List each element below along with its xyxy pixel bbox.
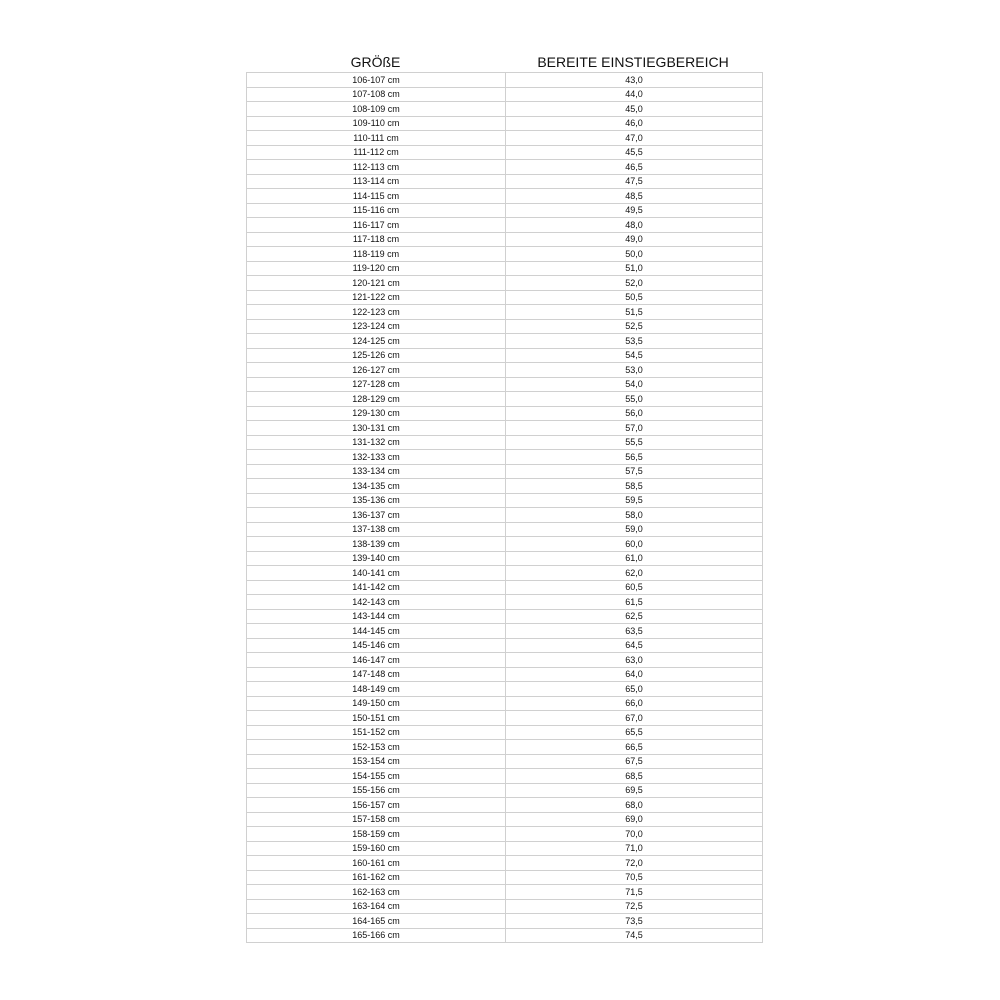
- size-cell: 117-118 cm: [247, 232, 506, 247]
- size-cell: 137-138 cm: [247, 522, 506, 537]
- size-cell: 156-157 cm: [247, 798, 506, 813]
- table-row: [247, 131, 763, 146]
- size-cell: 106-107 cm: [247, 73, 506, 88]
- size-cell: 157-158 cm: [247, 812, 506, 827]
- size-cell: 141-142 cm: [247, 580, 506, 595]
- table-row: [247, 682, 763, 697]
- entry-width-cell: 56,5: [506, 450, 763, 465]
- table-row: [247, 464, 763, 479]
- size-cell: 132-133 cm: [247, 450, 506, 465]
- table-row: [247, 261, 763, 276]
- table-row: [247, 551, 763, 566]
- table-row: [247, 189, 763, 204]
- entry-width-cell: 43,0: [506, 73, 763, 88]
- table-row: [247, 885, 763, 900]
- table-row: [247, 740, 763, 755]
- table-row: [247, 566, 763, 581]
- entry-width-cell: 60,5: [506, 580, 763, 595]
- table-row: [247, 522, 763, 537]
- size-cell: 143-144 cm: [247, 609, 506, 624]
- entry-width-cell: 64,0: [506, 667, 763, 682]
- size-cell: 164-165 cm: [247, 914, 506, 929]
- size-cell: 126-127 cm: [247, 363, 506, 378]
- column-header-entry-width: BEREITE EINSTIEGBEREICH: [537, 54, 729, 70]
- entry-width-cell: 61,0: [506, 551, 763, 566]
- table-row: [247, 609, 763, 624]
- table-row: [247, 711, 763, 726]
- entry-width-cell: 51,5: [506, 305, 763, 320]
- table-row: [247, 377, 763, 392]
- table-row: [247, 232, 763, 247]
- entry-width-cell: 65,5: [506, 725, 763, 740]
- entry-width-cell: 47,5: [506, 174, 763, 189]
- entry-width-cell: 63,5: [506, 624, 763, 639]
- size-cell: 151-152 cm: [247, 725, 506, 740]
- entry-width-cell: 59,0: [506, 522, 763, 537]
- entry-width-cell: 69,5: [506, 783, 763, 798]
- entry-width-cell: 62,5: [506, 609, 763, 624]
- entry-width-cell: 67,0: [506, 711, 763, 726]
- size-cell: 130-131 cm: [247, 421, 506, 436]
- size-cell: 145-146 cm: [247, 638, 506, 653]
- entry-width-cell: 53,5: [506, 334, 763, 349]
- size-cell: 128-129 cm: [247, 392, 506, 407]
- entry-width-cell: 68,5: [506, 769, 763, 784]
- table-row: [247, 290, 763, 305]
- size-cell: 147-148 cm: [247, 667, 506, 682]
- entry-width-cell: 60,0: [506, 537, 763, 552]
- size-cell: 138-139 cm: [247, 537, 506, 552]
- entry-width-cell: 58,5: [506, 479, 763, 494]
- size-cell: 134-135 cm: [247, 479, 506, 494]
- size-cell: 142-143 cm: [247, 595, 506, 610]
- size-cell: 112-113 cm: [247, 160, 506, 175]
- entry-width-cell: 57,5: [506, 464, 763, 479]
- entry-width-cell: 55,0: [506, 392, 763, 407]
- entry-width-cell: 66,0: [506, 696, 763, 711]
- entry-width-cell: 46,5: [506, 160, 763, 175]
- size-cell: 162-163 cm: [247, 885, 506, 900]
- entry-width-cell: 46,0: [506, 116, 763, 131]
- entry-width-cell: 48,0: [506, 218, 763, 233]
- size-cell: 149-150 cm: [247, 696, 506, 711]
- size-cell: 127-128 cm: [247, 377, 506, 392]
- table-row: [247, 116, 763, 131]
- size-cell: 107-108 cm: [247, 87, 506, 102]
- size-cell: 135-136 cm: [247, 493, 506, 508]
- size-cell: 121-122 cm: [247, 290, 506, 305]
- entry-width-cell: 68,0: [506, 798, 763, 813]
- column-header-size: GRÖßE: [350, 54, 401, 70]
- entry-width-cell: 66,5: [506, 740, 763, 755]
- table-row: [247, 769, 763, 784]
- size-cell: 111-112 cm: [247, 145, 506, 160]
- table-row: [247, 856, 763, 871]
- size-cell: 122-123 cm: [247, 305, 506, 320]
- entry-width-cell: 67,5: [506, 754, 763, 769]
- table-row: [247, 435, 763, 450]
- table-row: [247, 218, 763, 233]
- entry-width-cell: 55,5: [506, 435, 763, 450]
- entry-width-cell: 65,0: [506, 682, 763, 697]
- table-row: [247, 667, 763, 682]
- size-cell: 115-116 cm: [247, 203, 506, 218]
- entry-width-cell: 47,0: [506, 131, 763, 146]
- table-row: [247, 624, 763, 639]
- size-cell: 165-166 cm: [247, 928, 506, 943]
- table-row: [247, 827, 763, 842]
- table-row: [247, 653, 763, 668]
- table-row: [247, 725, 763, 740]
- size-table: [246, 72, 763, 943]
- table-row: [247, 73, 763, 88]
- size-cell: 158-159 cm: [247, 827, 506, 842]
- entry-width-cell: 62,0: [506, 566, 763, 581]
- size-cell: 152-153 cm: [247, 740, 506, 755]
- table-row: [247, 783, 763, 798]
- size-cell: 148-149 cm: [247, 682, 506, 697]
- table-row: [247, 479, 763, 494]
- table-row: [247, 899, 763, 914]
- size-cell: 110-111 cm: [247, 131, 506, 146]
- entry-width-cell: 71,0: [506, 841, 763, 856]
- entry-width-cell: 61,5: [506, 595, 763, 610]
- table-row: [247, 174, 763, 189]
- entry-width-cell: 71,5: [506, 885, 763, 900]
- entry-width-cell: 69,0: [506, 812, 763, 827]
- table-row: [247, 508, 763, 523]
- table-row: [247, 392, 763, 407]
- table-row: [247, 334, 763, 349]
- size-cell: 119-120 cm: [247, 261, 506, 276]
- size-cell: 131-132 cm: [247, 435, 506, 450]
- table-row: [247, 348, 763, 363]
- entry-width-cell: 50,5: [506, 290, 763, 305]
- size-cell: 160-161 cm: [247, 856, 506, 871]
- entry-width-cell: 73,5: [506, 914, 763, 929]
- entry-width-cell: 56,0: [506, 406, 763, 421]
- size-cell: 144-145 cm: [247, 624, 506, 639]
- size-cell: 124-125 cm: [247, 334, 506, 349]
- entry-width-cell: 57,0: [506, 421, 763, 436]
- size-cell: 153-154 cm: [247, 754, 506, 769]
- table-row: [247, 102, 763, 117]
- entry-width-cell: 70,5: [506, 870, 763, 885]
- entry-width-cell: 48,5: [506, 189, 763, 204]
- table-row: [247, 363, 763, 378]
- size-cell: 118-119 cm: [247, 247, 506, 262]
- entry-width-cell: 54,5: [506, 348, 763, 363]
- table-row: [247, 421, 763, 436]
- size-cell: 109-110 cm: [247, 116, 506, 131]
- entry-width-cell: 45,5: [506, 145, 763, 160]
- entry-width-cell: 51,0: [506, 261, 763, 276]
- table-row: [247, 870, 763, 885]
- size-cell: 155-156 cm: [247, 783, 506, 798]
- size-cell: 146-147 cm: [247, 653, 506, 668]
- table-row: [247, 450, 763, 465]
- entry-width-cell: 58,0: [506, 508, 763, 523]
- size-cell: 114-115 cm: [247, 189, 506, 204]
- table-row: [247, 798, 763, 813]
- table-row: [247, 406, 763, 421]
- entry-width-cell: 49,0: [506, 232, 763, 247]
- table-row: [247, 203, 763, 218]
- size-cell: 125-126 cm: [247, 348, 506, 363]
- entry-width-cell: 72,0: [506, 856, 763, 871]
- size-cell: 150-151 cm: [247, 711, 506, 726]
- table-row: [247, 580, 763, 595]
- table-row: [247, 319, 763, 334]
- entry-width-cell: 45,0: [506, 102, 763, 117]
- size-cell: 123-124 cm: [247, 319, 506, 334]
- size-cell: 108-109 cm: [247, 102, 506, 117]
- size-cell: 116-117 cm: [247, 218, 506, 233]
- entry-width-cell: 50,0: [506, 247, 763, 262]
- entry-width-cell: 49,5: [506, 203, 763, 218]
- table-row: [247, 754, 763, 769]
- size-cell: 161-162 cm: [247, 870, 506, 885]
- table-row: [247, 841, 763, 856]
- size-cell: 113-114 cm: [247, 174, 506, 189]
- size-cell: 163-164 cm: [247, 899, 506, 914]
- entry-width-cell: 74,5: [506, 928, 763, 943]
- table-row: [247, 812, 763, 827]
- table-row: [247, 247, 763, 262]
- entry-width-cell: 63,0: [506, 653, 763, 668]
- table-row: [247, 638, 763, 653]
- entry-width-cell: 59,5: [506, 493, 763, 508]
- entry-width-cell: 52,5: [506, 319, 763, 334]
- table-row: [247, 537, 763, 552]
- table-row: [247, 276, 763, 291]
- table-row: [247, 595, 763, 610]
- table-row: [247, 305, 763, 320]
- table-row: [247, 493, 763, 508]
- size-cell: 154-155 cm: [247, 769, 506, 784]
- size-cell: 133-134 cm: [247, 464, 506, 479]
- table-row: [247, 87, 763, 102]
- entry-width-cell: 72,5: [506, 899, 763, 914]
- table-row: [247, 696, 763, 711]
- size-cell: 136-137 cm: [247, 508, 506, 523]
- size-table-body: [247, 73, 763, 943]
- entry-width-cell: 70,0: [506, 827, 763, 842]
- entry-width-cell: 52,0: [506, 276, 763, 291]
- entry-width-cell: 44,0: [506, 87, 763, 102]
- entry-width-cell: 53,0: [506, 363, 763, 378]
- table-row: [247, 928, 763, 943]
- size-cell: 140-141 cm: [247, 566, 506, 581]
- entry-width-cell: 54,0: [506, 377, 763, 392]
- entry-width-cell: 64,5: [506, 638, 763, 653]
- size-cell: 159-160 cm: [247, 841, 506, 856]
- size-cell: 139-140 cm: [247, 551, 506, 566]
- table-row: [247, 160, 763, 175]
- size-cell: 129-130 cm: [247, 406, 506, 421]
- size-cell: 120-121 cm: [247, 276, 506, 291]
- table-row: [247, 145, 763, 160]
- table-row: [247, 914, 763, 929]
